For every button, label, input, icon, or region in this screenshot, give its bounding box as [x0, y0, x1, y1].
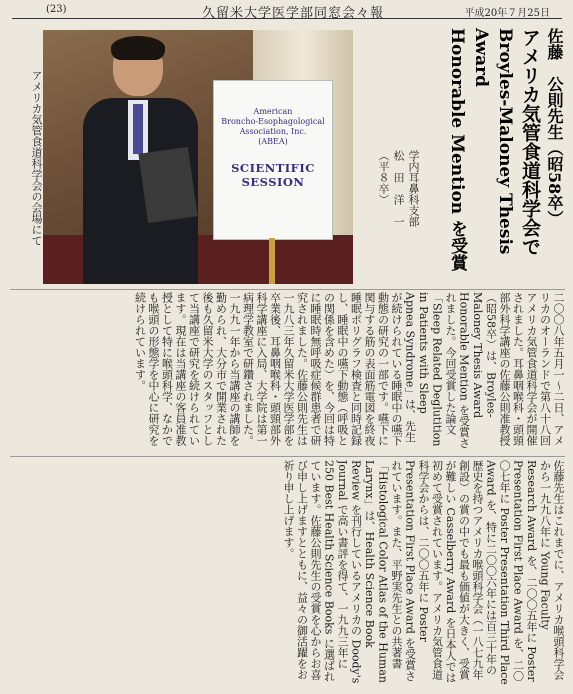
byline-name: 松 田 洋 一 — [392, 150, 405, 227]
photo-caption: アメリカ気管食道科学会の会場にて — [30, 70, 43, 246]
awardee-figure — [83, 40, 203, 284]
session-sign — [213, 80, 333, 240]
issue-date: 平成20年７月25日 — [464, 8, 550, 19]
article-body-lower: 佐藤先生はこれまでに、アメリカ喉頭科学会から一九九八年に Young Faculty Research Award を、二〇〇五年に Poster Presentation First Place Award を、二〇〇七年に Poster Presentation Third Place Award を、特に二〇〇六年には百三十年の歴史を持つアメリカ喉頭科学会（一八七九年創設）の賞の中でも最も価値が大きく、受賞が難しい Casselberry Award を日本人では初めて受賞されています。アメリカ気管食道科学会からは、二〇〇五年に Poster Presentation First Place Award を受賞されています。また、平野実先生との共著書「Histological Color Atlas of the Human Larynx」は、Health Science Book Review を刊行しているアメリカの Doody's Journal で高い書評を得て、一九九三年に 250 Best Health Science Books に選ばれています。佐藤公則先生の受賞を心からお喜び申し上げますとともに、益々の御活躍をお祈り申し上げます。 — [282, 460, 565, 685]
conference-photo — [43, 30, 353, 284]
page-header — [12, 0, 562, 19]
page-number: (23) — [46, 4, 67, 15]
author-byline — [371, 150, 421, 280]
headline-title-1: アメリカ気管食道科学会で — [519, 28, 541, 256]
sign-stand — [269, 238, 275, 284]
byline-dept: 学内耳鼻科支部 — [407, 150, 420, 227]
byline-class: （平８卒） — [377, 150, 390, 205]
article-body-upper: 二〇〇八年五月一〜二日、アメリカのオーランドで第八十八回アメリカ気管食道科学会が開催されました。耳鼻咽喉科・頭頸部外科学講座の佐藤公則准教授（昭58卒）は、Broyles-Maloney Thesis Award Honorable Mention を受賞されました。今回受賞した論文「Sleep Related Deglutition in Patients with Sleep Apnea Syndrome」は、先生が続けられている睡眠中の嚥下動態の研究の一部です。嚥下に関与する筋の表面筋電図を終夜睡眠ポリグラフ検査と同時記録し、睡眠中の嚥下動態（呼吸との関係を含めた）を、今回は特に睡眠時無呼吸症候群患者で研究されました。佐藤公則先生は一九八三年久留米大学医学部を卒業後、耳鼻咽喉科・頭頸部外科学講座に入局、大学院は第一病理学教室で研鑽されました。一九九一年から当講座の講師を勤められ、大分市で開業された後も久留米大学のスタッフとして当講座で研究を続けられています。現在は当講座の客員准教授として特に喉頭科学、なかでも喉頭の形態学を中心に研究を続けられています。 — [133, 292, 565, 449]
newsletter-title: 久留米大学医学部同窓会々報 — [202, 6, 385, 21]
document-folder — [138, 147, 197, 223]
sign-session-title: SCIENTIFIC SESSION — [231, 161, 315, 189]
headline-name: 佐藤 公則先生（昭58卒） — [545, 28, 564, 227]
sign-organization: American Broncho-Esophagological Association, Inc. (ABEA) — [221, 107, 325, 146]
headline-title-2: Broyles-Maloney Thesis Award — [471, 28, 515, 255]
divider — [10, 289, 565, 290]
headline-title-3: Honorable Mention を受賞 — [447, 28, 467, 272]
divider — [10, 456, 565, 457]
